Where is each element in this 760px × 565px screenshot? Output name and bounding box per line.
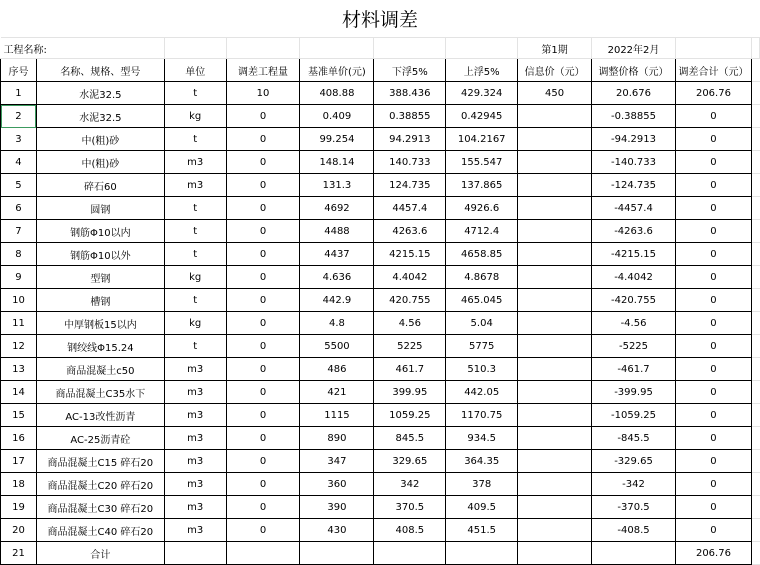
table-cell[interactable]	[518, 358, 592, 381]
cell[interactable]	[751, 174, 759, 197]
table-row	[1, 519, 760, 542]
table-cell[interactable]: 140.733	[374, 151, 446, 174]
table-row	[1, 220, 760, 243]
table-row	[1, 335, 760, 358]
table-cell[interactable]: 845.5	[374, 427, 446, 450]
table-cell[interactable]: 442.05	[446, 381, 518, 404]
table-cell[interactable]: -399.95	[592, 381, 676, 404]
table-cell[interactable]: 4.56	[374, 312, 446, 335]
period-cell[interactable]: 第1期	[518, 38, 592, 59]
material-name-cell[interactable]: 商品混凝土C15 碎石20	[36, 450, 164, 473]
table-cell[interactable]: kg	[164, 266, 226, 289]
table-cell[interactable]	[518, 197, 592, 220]
table-cell[interactable]: 5	[1, 174, 37, 197]
table-cell[interactable]: 11	[1, 312, 37, 335]
table-cell[interactable]: -140.733	[592, 151, 676, 174]
table-cell[interactable]: 364.35	[446, 450, 518, 473]
table-row	[1, 450, 760, 473]
table-cell[interactable]: -408.5	[592, 519, 676, 542]
table-cell[interactable]	[300, 542, 374, 565]
table-cell[interactable]: m3	[164, 151, 226, 174]
material-name-cell[interactable]: 中(粗)砂	[36, 128, 164, 151]
cell[interactable]	[751, 151, 759, 174]
table-cell[interactable]: 430	[300, 519, 374, 542]
table-cell[interactable]: 388.436	[374, 82, 446, 105]
table-cell[interactable]: 390	[300, 496, 374, 519]
table-row	[1, 266, 760, 289]
table-cell[interactable]: 14	[1, 381, 37, 404]
table-cell[interactable]: 0	[226, 289, 300, 312]
table-cell[interactable]: 1170.75	[446, 404, 518, 427]
table-cell[interactable]	[518, 496, 592, 519]
table-cell[interactable]: 4437	[300, 243, 374, 266]
table-cell[interactable]: t	[164, 220, 226, 243]
material-name-cell[interactable]: 合计	[36, 542, 164, 565]
table-cell[interactable]: 0	[675, 243, 751, 266]
table-cell[interactable]: 0	[226, 496, 300, 519]
table-row	[1, 243, 760, 266]
cell[interactable]	[751, 105, 759, 128]
table-cell[interactable]: -342	[592, 473, 676, 496]
table-cell[interactable]: 0	[675, 358, 751, 381]
table-cell[interactable]: 0	[226, 266, 300, 289]
cell[interactable]	[751, 404, 759, 427]
table-cell[interactable]: 0	[675, 220, 751, 243]
table-cell[interactable]: 7	[1, 220, 37, 243]
table-cell[interactable]: 399.95	[374, 381, 446, 404]
table-cell[interactable]: 0	[675, 519, 751, 542]
table-cell[interactable]: 0	[226, 243, 300, 266]
table-cell[interactable]: 0	[675, 496, 751, 519]
table-cell[interactable]: kg	[164, 105, 226, 128]
header-row	[1, 59, 760, 82]
table-cell[interactable]: m3	[164, 174, 226, 197]
table-cell[interactable]	[518, 542, 592, 565]
table-row	[1, 358, 760, 381]
table-cell[interactable]: m3	[164, 358, 226, 381]
table-cell[interactable]: t	[164, 289, 226, 312]
cell[interactable]	[751, 289, 759, 312]
table-cell[interactable]: 206.76	[675, 82, 751, 105]
table-cell[interactable]: 17	[1, 450, 37, 473]
table-cell[interactable]	[164, 542, 226, 565]
cell[interactable]	[751, 38, 759, 59]
column-header[interactable]: 单位	[164, 59, 226, 82]
table-cell[interactable]: 16	[1, 427, 37, 450]
table-cell[interactable]: 131.3	[300, 174, 374, 197]
project-name-label[interactable]: 工程名称:	[1, 38, 165, 59]
table-cell[interactable]: 4.8678	[446, 266, 518, 289]
table-cell[interactable]: 451.5	[446, 519, 518, 542]
cell[interactable]	[751, 381, 759, 404]
table-row	[1, 151, 760, 174]
table-row	[1, 427, 760, 450]
table-cell[interactable]: 0	[226, 220, 300, 243]
table-cell[interactable]: 450	[518, 82, 592, 105]
table-cell[interactable]: 486	[300, 358, 374, 381]
table-row	[1, 128, 760, 151]
table-cell[interactable]: 0	[675, 151, 751, 174]
table-cell[interactable]: 9	[1, 266, 37, 289]
table-cell[interactable]: 4926.6	[446, 197, 518, 220]
cell[interactable]	[751, 197, 759, 220]
table-cell[interactable]: 442.9	[300, 289, 374, 312]
table-cell[interactable]: -4.4042	[592, 266, 676, 289]
cell[interactable]	[751, 59, 759, 82]
table-cell[interactable]: 5225	[374, 335, 446, 358]
table-row	[1, 289, 760, 312]
table-cell[interactable]: 4692	[300, 197, 374, 220]
table-row	[1, 404, 760, 427]
table-cell[interactable]: 0	[675, 450, 751, 473]
table-cell[interactable]: 99.254	[300, 128, 374, 151]
material-name-cell[interactable]: 中(粗)砂	[36, 151, 164, 174]
cell[interactable]	[751, 335, 759, 358]
table-cell[interactable]: 4.636	[300, 266, 374, 289]
table-cell[interactable]: -5225	[592, 335, 676, 358]
column-header[interactable]: 调差合计（元）	[675, 59, 751, 82]
table-cell[interactable]: 0	[675, 266, 751, 289]
cell[interactable]	[751, 450, 759, 473]
cell[interactable]	[751, 542, 759, 565]
cell[interactable]	[751, 243, 759, 266]
table-cell[interactable]	[518, 243, 592, 266]
table-cell[interactable]: t	[164, 128, 226, 151]
table-cell[interactable]: m3	[164, 427, 226, 450]
table-row	[1, 174, 760, 197]
table-cell[interactable]: 4.8	[300, 312, 374, 335]
cell[interactable]	[751, 266, 759, 289]
table-cell[interactable]: 890	[300, 427, 374, 450]
cell[interactable]	[751, 358, 759, 381]
column-header[interactable]: 基准单价(元)	[300, 59, 374, 82]
table-cell[interactable]	[446, 542, 518, 565]
table-row	[1, 312, 760, 335]
table-cell[interactable]	[518, 381, 592, 404]
table-cell[interactable]: 4457.4	[374, 197, 446, 220]
cell[interactable]	[751, 519, 759, 542]
material-name-cell[interactable]: 圆钢	[36, 197, 164, 220]
table-cell[interactable]: 4215.15	[374, 243, 446, 266]
column-header[interactable]: 名称、规格、型号	[36, 59, 164, 82]
table-cell[interactable]	[518, 220, 592, 243]
table-cell[interactable]: t	[164, 197, 226, 220]
table-cell[interactable]: 148.14	[300, 151, 374, 174]
table-cell[interactable]: kg	[164, 312, 226, 335]
material-name-cell[interactable]: 商品混凝土C40 碎石20	[36, 519, 164, 542]
column-header[interactable]: 上浮5%	[446, 59, 518, 82]
table-cell[interactable]: 137.865	[446, 174, 518, 197]
table-cell[interactable]: -4.56	[592, 312, 676, 335]
table-cell[interactable]: -370.5	[592, 496, 676, 519]
table-cell[interactable]: 0	[226, 427, 300, 450]
cell[interactable]	[751, 427, 759, 450]
table-cell[interactable]: 0	[675, 381, 751, 404]
table-cell[interactable]: t	[164, 335, 226, 358]
table-cell[interactable]: 0	[226, 381, 300, 404]
table-row	[1, 473, 760, 496]
table-row	[1, 542, 760, 565]
table-cell[interactable]: 12	[1, 335, 37, 358]
table-cell[interactable]: -845.5	[592, 427, 676, 450]
table-row	[1, 82, 760, 105]
table-cell[interactable]: 347	[300, 450, 374, 473]
table-cell[interactable]: 18	[1, 473, 37, 496]
table-cell[interactable]	[518, 128, 592, 151]
table-cell[interactable]: 5500	[300, 335, 374, 358]
material-name-cell[interactable]: 槽钢	[36, 289, 164, 312]
table-cell[interactable]: 3	[1, 128, 37, 151]
table-cell[interactable]: 206.76	[675, 542, 751, 565]
table-cell[interactable]: 5.04	[446, 312, 518, 335]
cell[interactable]	[751, 220, 759, 243]
table-cell[interactable]: 94.2913	[374, 128, 446, 151]
table-cell[interactable]: 20	[1, 519, 37, 542]
material-name-cell[interactable]: AC-13改性沥青	[36, 404, 164, 427]
material-name-cell[interactable]: 中厚钢板15以内	[36, 312, 164, 335]
table-cell[interactable]: m3	[164, 450, 226, 473]
table-cell[interactable]	[518, 404, 592, 427]
table-cell[interactable]: 461.7	[374, 358, 446, 381]
table-cell[interactable]	[518, 105, 592, 128]
table-cell[interactable]: 0	[675, 197, 751, 220]
table-cell[interactable]: 4488	[300, 220, 374, 243]
table-cell[interactable]: 124.735	[374, 174, 446, 197]
table-cell[interactable]: 0	[226, 450, 300, 473]
table-cell[interactable]	[518, 151, 592, 174]
table-cell[interactable]: 1059.25	[374, 404, 446, 427]
table-cell[interactable]	[374, 542, 446, 565]
cell[interactable]	[164, 38, 226, 59]
column-header[interactable]: 调差工程量	[226, 59, 300, 82]
table-cell[interactable]: 0	[675, 427, 751, 450]
table-cell[interactable]: -4215.15	[592, 243, 676, 266]
material-name-cell[interactable]: 商品混凝土C30 碎石20	[36, 496, 164, 519]
table-cell[interactable]: 4	[1, 151, 37, 174]
cell[interactable]	[446, 38, 518, 59]
cell[interactable]	[751, 312, 759, 335]
table-cell[interactable]: 0	[675, 128, 751, 151]
table-cell[interactable]	[518, 427, 592, 450]
table-cell[interactable]: -4263.6	[592, 220, 676, 243]
table-cell[interactable]: 0	[226, 358, 300, 381]
column-header[interactable]: 序号	[1, 59, 37, 82]
table-cell[interactable]: 510.3	[446, 358, 518, 381]
table-cell[interactable]	[518, 335, 592, 358]
material-name-cell[interactable]: AC-25沥青砼	[36, 427, 164, 450]
table-cell[interactable]: 329.65	[374, 450, 446, 473]
table-cell[interactable]: -1059.25	[592, 404, 676, 427]
table-cell[interactable]: 0.42945	[446, 105, 518, 128]
table-cell[interactable]: 934.5	[446, 427, 518, 450]
table-cell[interactable]: 0	[675, 105, 751, 128]
table-cell[interactable]: m3	[164, 404, 226, 427]
table-cell[interactable]: 21	[1, 542, 37, 565]
table-cell[interactable]: 4.4042	[374, 266, 446, 289]
table-cell[interactable]: 378	[446, 473, 518, 496]
table-cell[interactable]: 370.5	[374, 496, 446, 519]
table-cell[interactable]: -4457.4	[592, 197, 676, 220]
table-cell[interactable]: 0	[675, 335, 751, 358]
table-cell[interactable]: 1	[1, 82, 37, 105]
table-cell[interactable]: 0	[226, 174, 300, 197]
table-cell[interactable]: 0	[226, 128, 300, 151]
table-cell[interactable]: 5775	[446, 335, 518, 358]
table-cell[interactable]	[592, 542, 676, 565]
table-row	[1, 496, 760, 519]
cell[interactable]	[751, 82, 759, 105]
table-cell[interactable]	[518, 519, 592, 542]
table-cell[interactable]: 15	[1, 404, 37, 427]
table-cell[interactable]	[518, 312, 592, 335]
table-cell[interactable]: 360	[300, 473, 374, 496]
table-cell[interactable]: 408.5	[374, 519, 446, 542]
table-cell[interactable]: 409.5	[446, 496, 518, 519]
table-cell[interactable]	[518, 289, 592, 312]
cell[interactable]	[751, 496, 759, 519]
material-name-cell[interactable]: 水泥32.5	[36, 105, 164, 128]
table-cell[interactable]	[226, 542, 300, 565]
material-name-cell[interactable]: 钢绞线Φ15.24	[36, 335, 164, 358]
table-cell[interactable]	[518, 266, 592, 289]
table-row	[1, 197, 760, 220]
table-cell[interactable]: 0	[226, 335, 300, 358]
table-cell[interactable]: 4712.4	[446, 220, 518, 243]
column-header[interactable]: 下浮5%	[374, 59, 446, 82]
table-cell[interactable]: 0	[675, 473, 751, 496]
cell[interactable]	[374, 38, 446, 59]
table-cell[interactable]: 0	[226, 197, 300, 220]
cell[interactable]	[226, 38, 300, 59]
table-cell[interactable]: m3	[164, 496, 226, 519]
table-cell[interactable]: -0.38855	[592, 105, 676, 128]
table-cell[interactable]: 4658.85	[446, 243, 518, 266]
table-cell[interactable]: 420.755	[374, 289, 446, 312]
table-cell[interactable]: 1115	[300, 404, 374, 427]
table-cell[interactable]: 0	[675, 289, 751, 312]
table-cell[interactable]: -461.7	[592, 358, 676, 381]
table-cell[interactable]: 0	[226, 151, 300, 174]
table-cell[interactable]: 0	[675, 174, 751, 197]
table-cell[interactable]: -420.755	[592, 289, 676, 312]
table-cell[interactable]: 20.676	[592, 82, 676, 105]
table-cell[interactable]: 0	[226, 312, 300, 335]
table-cell[interactable]: 10	[1, 289, 37, 312]
cell[interactable]	[751, 473, 759, 496]
table-cell[interactable]: 0	[226, 404, 300, 427]
cell[interactable]	[300, 38, 374, 59]
table-cell[interactable]: 13	[1, 358, 37, 381]
table-cell[interactable]: m3	[164, 519, 226, 542]
table-cell[interactable]: 408.88	[300, 82, 374, 105]
table-cell[interactable]: 0.409	[300, 105, 374, 128]
material-name-cell[interactable]: 钢筋Φ10以内	[36, 220, 164, 243]
table-row	[1, 381, 760, 404]
sheet-title[interactable]: 材料调差	[1, 0, 760, 38]
cell[interactable]	[751, 128, 759, 151]
material-name-cell[interactable]: 商品混凝土C20 碎石20	[36, 473, 164, 496]
table-cell[interactable]: 4263.6	[374, 220, 446, 243]
table-cell[interactable]: t	[164, 243, 226, 266]
table-cell[interactable]	[518, 473, 592, 496]
table-cell[interactable]: 6	[1, 197, 37, 220]
table-cell[interactable]: 429.324	[446, 82, 518, 105]
table-cell[interactable]: 465.045	[446, 289, 518, 312]
column-header[interactable]: 信息价（元）	[518, 59, 592, 82]
table-cell[interactable]: 8	[1, 243, 37, 266]
table-cell[interactable]: 155.547	[446, 151, 518, 174]
table-cell[interactable]	[518, 174, 592, 197]
table-cell[interactable]: 342	[374, 473, 446, 496]
table-row	[1, 105, 760, 128]
material-name-cell[interactable]: 水泥32.5	[36, 82, 164, 105]
material-name-cell[interactable]: 型钢	[36, 266, 164, 289]
table-cell[interactable]: 19	[1, 496, 37, 519]
column-header[interactable]: 调整价格（元）	[592, 59, 676, 82]
table-cell[interactable]: m3	[164, 381, 226, 404]
table-cell[interactable]: 0	[226, 473, 300, 496]
month-cell[interactable]: 2022年2月	[592, 38, 676, 59]
table-cell[interactable]: t	[164, 82, 226, 105]
table-cell[interactable]: -94.2913	[592, 128, 676, 151]
table-cell[interactable]: 2	[1, 105, 37, 128]
material-name-cell[interactable]: 商品混凝土C35水下	[36, 381, 164, 404]
table-cell[interactable]: -124.735	[592, 174, 676, 197]
table-cell[interactable]: 0	[675, 312, 751, 335]
table-cell[interactable]: 0.38855	[374, 105, 446, 128]
cell[interactable]	[675, 38, 751, 59]
table-cell[interactable]: 0	[226, 105, 300, 128]
material-name-cell[interactable]: 碎石60	[36, 174, 164, 197]
table-cell[interactable]: 10	[226, 82, 300, 105]
table-cell[interactable]: 0	[226, 519, 300, 542]
table-cell[interactable]: 421	[300, 381, 374, 404]
table-cell[interactable]: 0	[675, 404, 751, 427]
table-cell[interactable]	[518, 450, 592, 473]
material-name-cell[interactable]: 商品混凝土c50	[36, 358, 164, 381]
table-cell[interactable]: 104.2167	[446, 128, 518, 151]
table-cell[interactable]: -329.65	[592, 450, 676, 473]
table-cell[interactable]: m3	[164, 473, 226, 496]
material-name-cell[interactable]: 钢筋Φ10以外	[36, 243, 164, 266]
